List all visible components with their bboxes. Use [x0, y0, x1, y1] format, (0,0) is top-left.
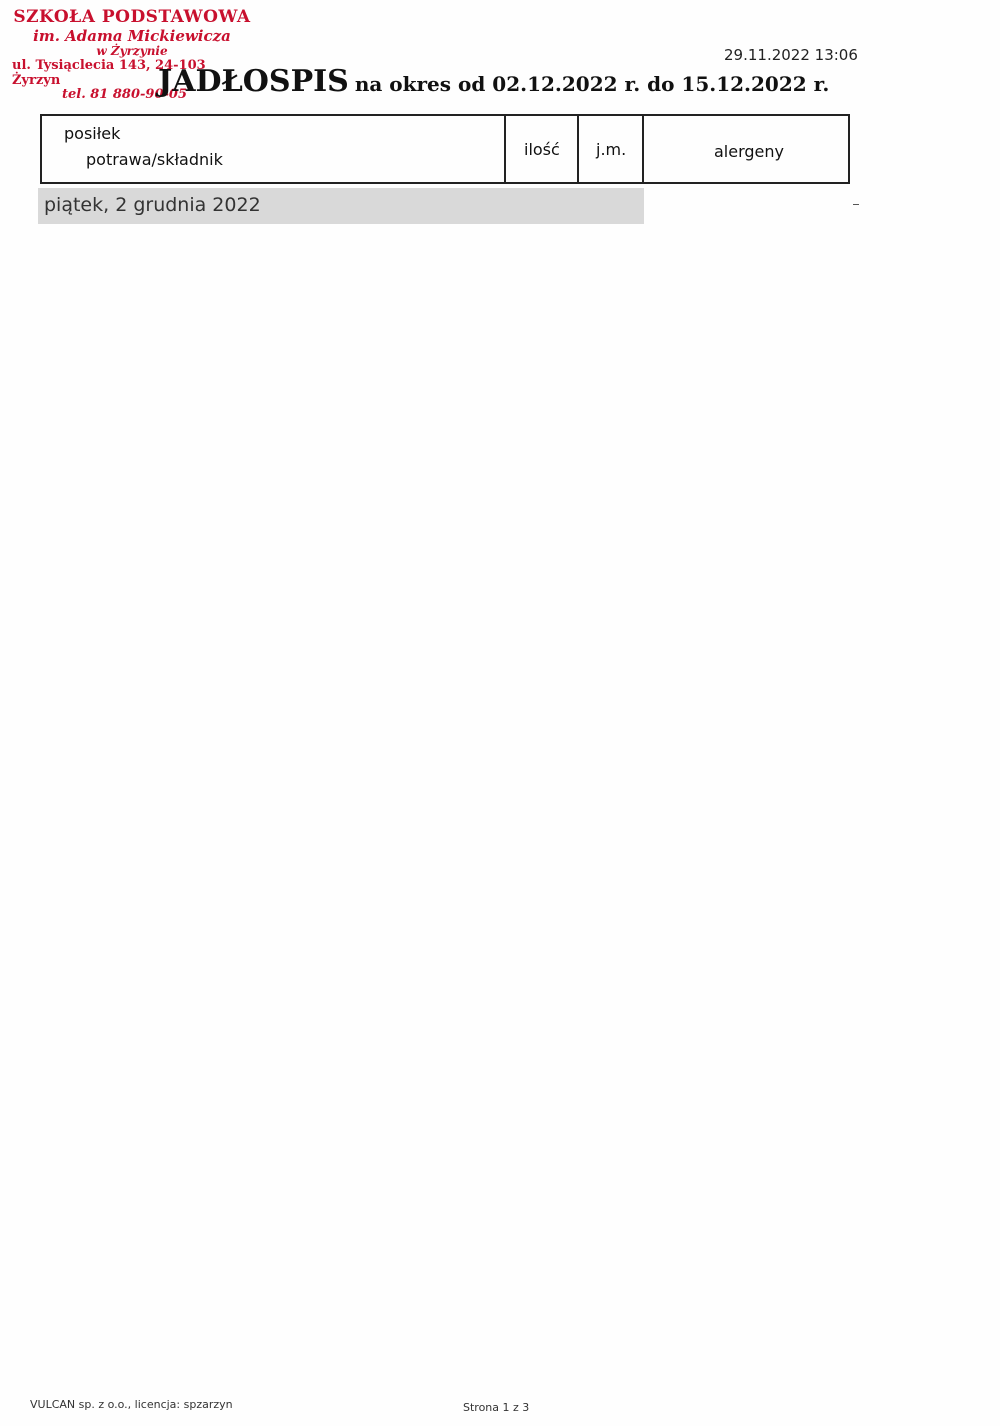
header-quantity: ilość — [524, 140, 560, 159]
page-title — [158, 64, 829, 99]
day-title: piątek, 2 grudnia 2022 — [44, 194, 261, 216]
title-period: na okres od 02.12.2022 r. do 15.12.2022 r. — [354, 72, 830, 96]
header-dish: potrawa/składnik — [86, 150, 223, 169]
table-header — [40, 114, 850, 184]
header-divider — [577, 116, 579, 182]
print-datetime: 29.11.2022 13:06 — [724, 46, 858, 64]
header-unit: j.m. — [596, 140, 627, 159]
footer-license: VULCAN sp. z o.o., licencja: spzarzyn — [30, 1398, 233, 1411]
stamp-line-1: SZKOŁA PODSTAWOWA — [13, 7, 251, 27]
header-divider — [642, 116, 644, 182]
header-allergens: alergeny — [714, 142, 784, 161]
header-divider — [504, 116, 506, 182]
day-header — [38, 188, 644, 224]
stamp-line-4: ul. Tysiąclecia 143, 24-103 Żyrzyn — [12, 57, 206, 88]
stamp-line-3: w Żyrzynie — [96, 43, 168, 58]
edge-mark — [853, 204, 859, 205]
page-number: Strona 1 z 3 — [463, 1401, 530, 1414]
title-main: JADŁOSPIS — [158, 64, 349, 99]
header-meal: posiłek — [64, 124, 121, 143]
stamp-line-5: tel. 81 880-90-05 — [62, 87, 187, 103]
stamp-line-2: im. Adama Mickiewicza — [33, 26, 231, 45]
